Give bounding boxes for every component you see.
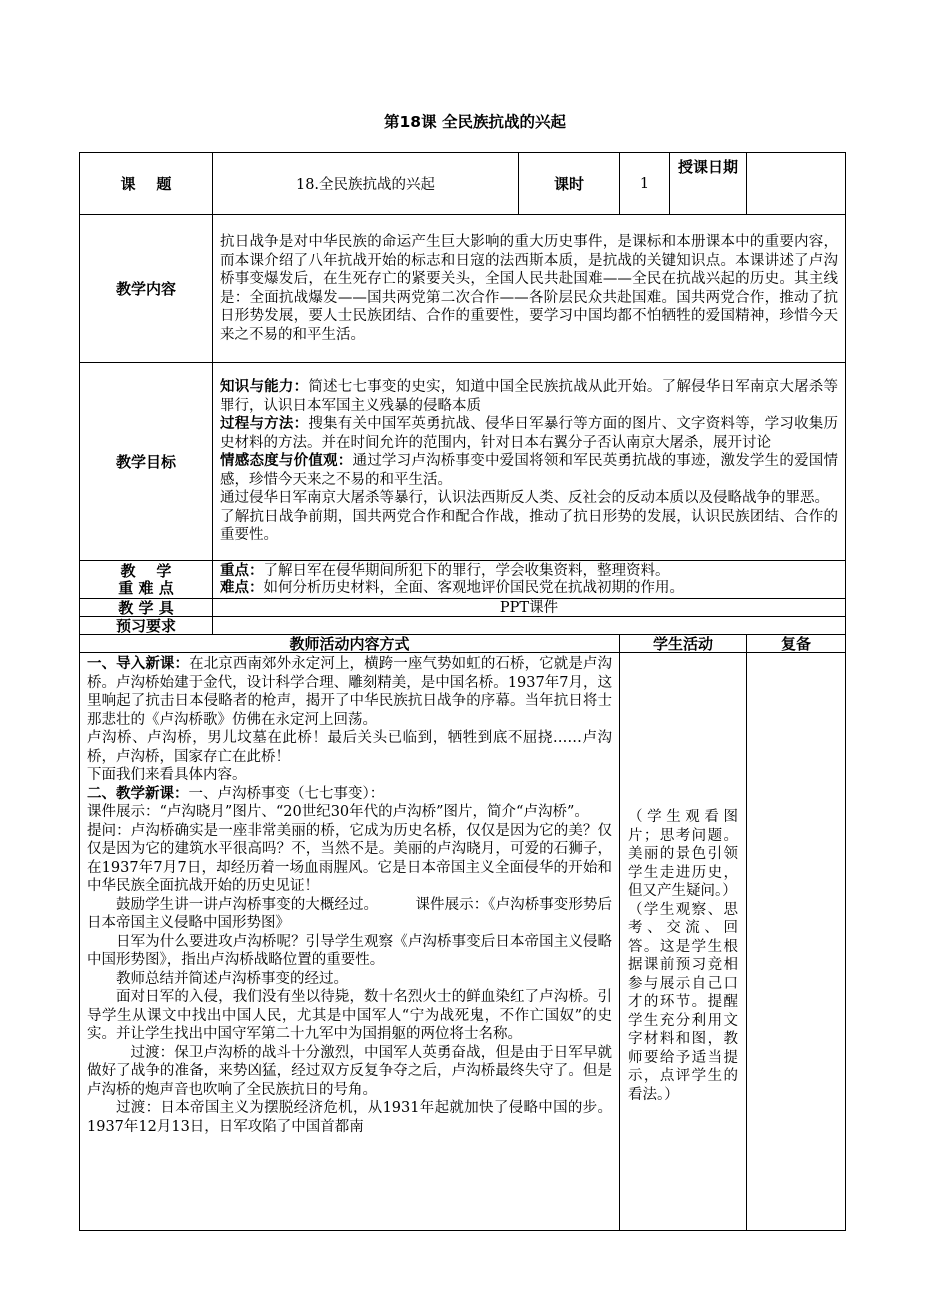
intro-paragraph: [87, 655, 612, 729]
activity-row: [80, 653, 846, 1231]
preview-label: 预习要求: [80, 617, 213, 635]
goal-emotion-text-2: 通过侵华日军南京大屠杀等暴行，认识法西斯反人类、反社会的反动本质以及侵略战争的罪恶。: [220, 490, 829, 507]
new-lesson-paragraph: [87, 785, 612, 804]
teacher-activity-header: 教师活动内容方式: [80, 635, 620, 653]
header-row: [80, 153, 846, 215]
goals-row: [80, 363, 846, 561]
courseware-display: 课件展示：“卢沟晓月”图片、“20世纪30年代的卢沟桥”图片，简介“卢沟桥”。: [87, 804, 589, 820]
keypoints-label-line1: 教 学: [120, 561, 172, 580]
date-label: 授课日期: [670, 153, 747, 215]
song-lyrics: 卢沟桥、卢沟桥，男儿坟墓在此桥！最后关头已临到，牺牲到底不屈挠……卢沟桥，卢沟桥，国家存亡在此桥！: [87, 730, 612, 765]
transition-text: 下面我们来看具体内容。: [87, 767, 247, 783]
teacher-activity-cell: [80, 653, 620, 1231]
transition-battle: 过渡：保卫卢沟桥的战斗十分激烈，中国军人英勇奋战，但是由于日军早就做好了战争的准备，来势凶猛，经过双方反复争夺之后，卢沟桥最终失守了。但是卢沟桥的炮声音也吹响了全民族抗日的号角。: [87, 1044, 612, 1098]
keypoints-label: [80, 561, 213, 599]
goal-emotion-text-3: 了解抗日战争前期，国共两党合作和配合作战，推动了抗日形势的发展，认识民族团结、合作的重要性。: [220, 508, 838, 544]
student-activity-2: （学生观察、思考、交流、回答。这是学生根据课前预习竞相参与展示自己口才的环节。提醒学生充分利用文字材料和图，教师要给予适当提示，点评学生的看法。）: [628, 901, 738, 1103]
keypoints-row: [80, 561, 846, 599]
hours-label: 课时: [519, 153, 620, 215]
review-cell: [747, 653, 846, 1231]
goal-process: [220, 415, 838, 452]
preview-row: [80, 617, 846, 635]
key-point-text: 了解日军在侵华期间所犯下的罪行，学会收集资料，整理资料。: [263, 562, 670, 579]
goal-knowledge-text: 简述七七事变的史实，知道中国全民族抗战从此开始。了解侵华日军南京大屠杀等罪行，认识日本军国主义残暴的侵略本质: [220, 379, 839, 414]
content-text: 抗日战争是对中华民族的命运产生巨大影响的重大历史事件，是课标和本册课本中的重要内容，而本课介绍了八年抗战开始的标志和日寇的法西斯本质，是抗战的关键知识点。本课讲述了卢沟桥事变爆发后，在生死存亡的紧要关头，全国人民共赴国难——全民在抗战兴起的历史。其主线是：全面抗战爆发——国共两党第二次合作——各阶层民众共赴国难。国共两党合作，推动了抗日形势发展，要人士民族团结、合作的重要性，要学习中国均都不怕牺牲的爱国精神，珍惜今天来之不易的和平生活。: [220, 234, 838, 343]
goal-process-head: 过程与方法：: [220, 416, 309, 433]
review-header: 复备: [747, 635, 846, 653]
tools-label: 教 学 具: [80, 599, 213, 617]
student-activity-1: （学生观看图片；思考问题。美丽的景色引领学生走进历史，但又产生疑问。）: [628, 809, 738, 899]
page-title: 第18课 全民族抗战的兴起: [384, 113, 566, 131]
activity-header-row: [80, 635, 846, 653]
preview-value: [213, 617, 846, 635]
encourage-paragraph: 鼓励学生讲一讲卢沟桥事变的大概经过。 课件展示：《卢沟桥事变形势后日本帝国主义侵略中国形势图》: [87, 896, 612, 931]
key-point: [220, 563, 838, 580]
tools-row: [80, 599, 846, 617]
teacher-summary: 教师总结并简述卢沟桥事变的经过。: [116, 970, 348, 987]
topic-value: 18.全民族抗战的兴起: [213, 153, 519, 215]
lesson-plan-table: [79, 152, 846, 1231]
difficult-point: [220, 580, 838, 597]
keypoints-cell: [213, 561, 846, 599]
new-lesson-head: 二、教学新课：: [87, 785, 189, 802]
difficult-point-text: 如何分析历史材料，全面、客观地评价国民党在抗战初期的作用。: [263, 579, 684, 596]
transition-nanjing: 过渡：日本帝国主义为摆脱经济危机，从1931年起就加快了侵略中国的步。1937年12月13日，日军攻陷了中国首都南: [87, 1100, 612, 1135]
key-point-head: 重点：: [220, 562, 264, 579]
goals-cell: [213, 363, 846, 561]
new-lesson-text: 一、卢沟桥事变（七七事变）：: [188, 785, 385, 802]
goal-knowledge-head: 知识与能力：: [220, 379, 309, 396]
keypoints-label-line2: 重 难 点: [118, 578, 174, 597]
tools-value: PPT课件: [213, 599, 846, 617]
intro-text: 在北京西南郊外永定河上，横跨一座气势如虹的石桥，它就是卢沟桥。卢沟桥始建于金代，设计科学合理、雕刻精美，是中国名桥。1937年7月，这里响起了抗击日本侵略者的枪声，揭开了中华民族抗日战争的序幕。当年抗日将士那悲壮的《卢沟桥歌》仿佛在永定河上回荡。: [87, 656, 613, 728]
question-paragraph: 提问：卢沟桥确实是一座非常美丽的桥，它成为历史名桥，仅仅是因为它的美？仅仅是因为它的建筑水平很高吗？不，当然不是。美丽的卢沟晓月，可爱的石狮子，在1937年7月7日，却经历着一场血雨腥风。它是日本帝国主义全面侵华的开始和中华民族全面抗战开始的历史见证！: [87, 822, 612, 894]
date-value: [747, 153, 846, 215]
intro-head: 一、导入新课：: [87, 656, 190, 672]
why-attack-paragraph: 日军为什么要进攻卢沟桥呢？引导学生观察《卢沟桥事变后日本帝国主义侵略中国形势图》，指出卢沟桥战略位置的重要性。: [87, 933, 612, 968]
difficult-point-head: 难点：: [220, 579, 264, 596]
topic-label: 课 题: [80, 153, 213, 215]
content-cell: [213, 215, 846, 363]
student-activity-cell: [620, 653, 747, 1231]
goal-knowledge: [220, 378, 838, 415]
goal-emotion: [220, 452, 838, 489]
content-label: 教学内容: [80, 215, 213, 363]
student-activity-header: 学生活动: [620, 635, 747, 653]
goal-emotion-head: 情感态度与价值观：: [220, 453, 353, 470]
hours-value: 1: [620, 153, 670, 215]
resistance-paragraph: 面对日军的入侵，我们没有坐以待毙，数十名烈火士的鲜血染红了卢沟桥。引导学生从课文中找出中国人民，尤其是中国军人“宁为战死鬼，不作亡国奴”的史实。并让学生找出中国守军第二十九军中为国捐躯的两位将士名称。: [87, 989, 612, 1042]
goal-emotion-text: 通过学习卢沟桥事变中爱国将领和军民英勇抗战的事迹，激发学生的爱国情感，珍惜今天来之不易的和平生活。: [220, 453, 839, 488]
goals-label: 教学目标: [80, 363, 213, 561]
content-row: [80, 215, 846, 363]
goal-process-text: 搜集有关中国军英勇抗战、侵华日军暴行等方面的图片、文字资料等，学习收集历史材料的方法。并在时间允许的范围内，针对日本右翼分子否认南京大屠杀，展开讨论: [220, 416, 839, 451]
